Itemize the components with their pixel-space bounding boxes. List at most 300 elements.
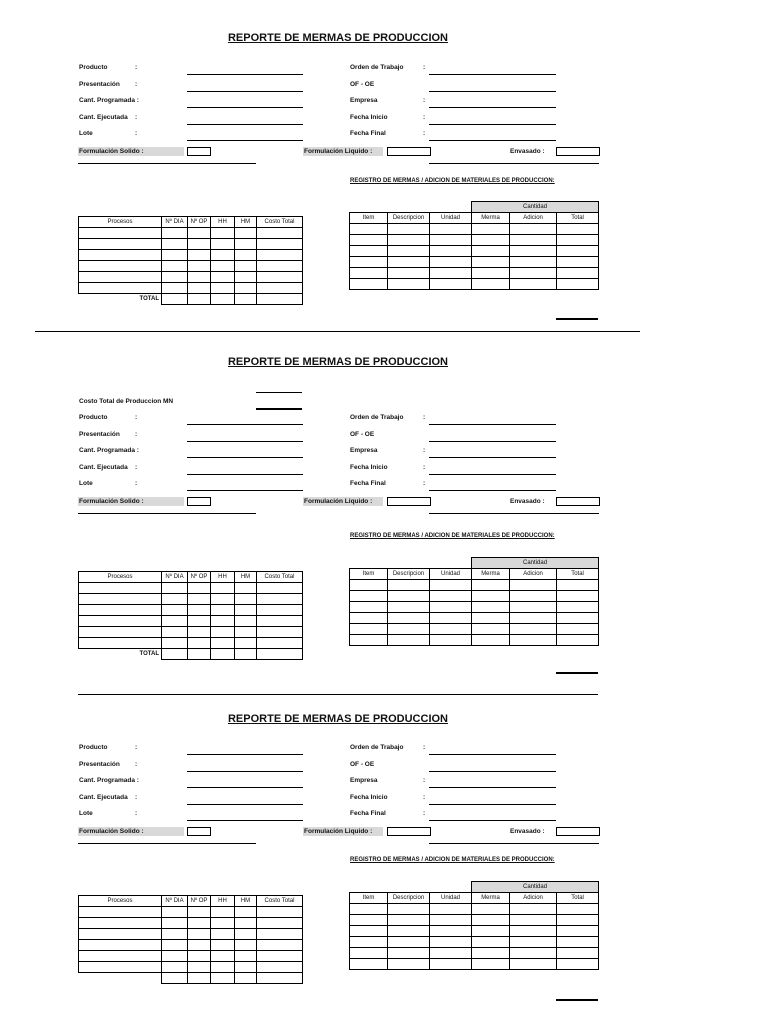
processes-cell[interactable]: [162, 272, 188, 283]
processes-cell[interactable]: [79, 272, 162, 283]
processes-row: [79, 228, 303, 239]
materials-cell[interactable]: [430, 926, 472, 937]
envasado-box[interactable]: [556, 147, 600, 156]
field-label: Producto: [79, 414, 108, 421]
processes-cell[interactable]: [235, 638, 257, 649]
field-input-line[interactable]: [187, 74, 303, 75]
envasado-label: Envasado :: [510, 148, 545, 155]
field-input-line[interactable]: [187, 441, 303, 442]
materials-cell[interactable]: [510, 624, 557, 635]
materials-cell[interactable]: [388, 224, 430, 235]
materials-cell[interactable]: [388, 915, 430, 926]
processes-total-cell[interactable]: [188, 649, 211, 660]
materials-row: [350, 904, 599, 915]
processes-cell[interactable]: [188, 940, 211, 951]
materials-cell[interactable]: [472, 279, 510, 290]
processes-cell[interactable]: [162, 250, 188, 261]
field-input-line[interactable]: [429, 91, 556, 92]
processes-cell[interactable]: [79, 228, 162, 239]
field-input-line[interactable]: [187, 140, 303, 141]
materials-cell[interactable]: [430, 937, 472, 948]
materials-cell[interactable]: [350, 246, 388, 257]
processes-cell[interactable]: [235, 250, 257, 261]
formulacion-liquido-box[interactable]: [387, 497, 431, 506]
materials-cell[interactable]: [557, 580, 599, 591]
materials-cell[interactable]: [557, 602, 599, 613]
materials-cell[interactable]: [350, 926, 388, 937]
processes-row: [79, 951, 303, 962]
processes-cell[interactable]: [162, 907, 188, 918]
processes-cell[interactable]: [188, 627, 211, 638]
processes-total-cell[interactable]: [162, 294, 188, 305]
processes-cell[interactable]: [188, 228, 211, 239]
processes-total-cell[interactable]: [162, 973, 188, 984]
materials-cell[interactable]: [557, 591, 599, 602]
processes-cell[interactable]: [79, 261, 162, 272]
processes-total-row: [79, 973, 303, 984]
materials-cell[interactable]: [350, 613, 388, 624]
materials-cell[interactable]: [350, 624, 388, 635]
processes-cell[interactable]: [79, 918, 162, 929]
processes-cell[interactable]: [257, 228, 303, 239]
materials-cell[interactable]: [350, 279, 388, 290]
processes-cell[interactable]: [257, 951, 303, 962]
processes-cell[interactable]: [257, 616, 303, 627]
processes-cell[interactable]: [211, 228, 235, 239]
processes-cell[interactable]: [235, 627, 257, 638]
processes-cell[interactable]: [211, 616, 235, 627]
materials-cell[interactable]: [388, 257, 430, 268]
processes-row: [79, 940, 303, 951]
materials-cell[interactable]: [557, 257, 599, 268]
processes-cell[interactable]: [162, 951, 188, 962]
formulacion-liquido-line[interactable]: [429, 513, 599, 514]
processes-cell[interactable]: [235, 616, 257, 627]
processes-cell[interactable]: [162, 261, 188, 272]
processes-total-cell[interactable]: [211, 973, 235, 984]
materials-cell[interactable]: [472, 959, 510, 970]
processes-cell[interactable]: [211, 283, 235, 294]
processes-cell[interactable]: [188, 616, 211, 627]
processes-cell[interactable]: [79, 962, 162, 973]
processes-total-cell[interactable]: [211, 294, 235, 305]
processes-row: [79, 283, 303, 294]
processes-cell[interactable]: [235, 962, 257, 973]
materials-cell[interactable]: [557, 959, 599, 970]
processes-cell[interactable]: [257, 638, 303, 649]
field-input-line[interactable]: [187, 754, 303, 755]
processes-cell[interactable]: [235, 929, 257, 940]
materials-cell[interactable]: [388, 926, 430, 937]
processes-cell[interactable]: [188, 638, 211, 649]
field-input-line[interactable]: [429, 107, 556, 108]
materials-cell[interactable]: [388, 635, 430, 646]
processes-cell[interactable]: [79, 594, 162, 605]
processes-cell[interactable]: [211, 940, 235, 951]
materials-cell[interactable]: [510, 948, 557, 959]
processes-cell[interactable]: [257, 627, 303, 638]
processes-cell[interactable]: [79, 239, 162, 250]
materials-cell[interactable]: [388, 948, 430, 959]
processes-cell[interactable]: [188, 605, 211, 616]
processes-cell[interactable]: [211, 627, 235, 638]
processes-cell[interactable]: [235, 261, 257, 272]
field-input-line[interactable]: [429, 74, 556, 75]
processes-header-row: [79, 572, 303, 583]
processes-cell[interactable]: [235, 605, 257, 616]
cost-total-double-line: [256, 408, 302, 410]
materials-cell[interactable]: [350, 580, 388, 591]
processes-total-cell[interactable]: [211, 649, 235, 660]
materials-header-cell: Item: [350, 213, 388, 224]
processes-header-cell: Nº OP: [188, 572, 211, 583]
formulacion-solido-box[interactable]: [187, 827, 211, 836]
materials-cell[interactable]: [510, 635, 557, 646]
processes-total-cell[interactable]: [235, 649, 257, 660]
materials-cell[interactable]: [388, 246, 430, 257]
processes-cell[interactable]: [79, 638, 162, 649]
materials-header-row: [350, 893, 599, 904]
formulacion-liquido-label: Formulación Liquido :: [304, 148, 373, 155]
field-input-line[interactable]: [429, 457, 556, 458]
materials-cell[interactable]: [350, 948, 388, 959]
processes-cell[interactable]: [211, 929, 235, 940]
materials-cell[interactable]: [350, 602, 388, 613]
processes-cell[interactable]: [79, 283, 162, 294]
materials-cell[interactable]: [430, 580, 472, 591]
processes-cell[interactable]: [188, 929, 211, 940]
materials-row: [350, 246, 599, 257]
processes-row: [79, 616, 303, 627]
materials-cell[interactable]: [388, 624, 430, 635]
materials-cell[interactable]: [350, 937, 388, 948]
materials-cell[interactable]: [510, 591, 557, 602]
processes-cell[interactable]: [79, 929, 162, 940]
materials-cell[interactable]: [557, 948, 599, 959]
materials-cell[interactable]: [430, 591, 472, 602]
materials-cell[interactable]: [557, 624, 599, 635]
materials-cell[interactable]: [472, 591, 510, 602]
field-input-line[interactable]: [429, 771, 556, 772]
processes-cell[interactable]: [235, 239, 257, 250]
materials-cell[interactable]: [557, 279, 599, 290]
materials-cell[interactable]: [430, 279, 472, 290]
materials-cell[interactable]: [430, 613, 472, 624]
processes-cell[interactable]: [211, 272, 235, 283]
processes-cell[interactable]: [188, 962, 211, 973]
field-input-line[interactable]: [429, 490, 556, 491]
materials-cell[interactable]: [472, 624, 510, 635]
materials-cell[interactable]: [430, 246, 472, 257]
materials-cell[interactable]: [510, 959, 557, 970]
processes-cell[interactable]: [235, 228, 257, 239]
processes-cell[interactable]: [188, 907, 211, 918]
materials-cell[interactable]: [472, 904, 510, 915]
processes-cell[interactable]: [257, 605, 303, 616]
processes-cell[interactable]: [188, 272, 211, 283]
processes-cell[interactable]: [235, 283, 257, 294]
processes-total-cell[interactable]: [257, 649, 303, 660]
materials-cell[interactable]: [430, 904, 472, 915]
processes-cell[interactable]: [188, 594, 211, 605]
materials-cell[interactable]: [350, 235, 388, 246]
materials-row: [350, 948, 599, 959]
processes-cell[interactable]: [211, 261, 235, 272]
materials-cell[interactable]: [430, 635, 472, 646]
formulacion-solido-box[interactable]: [187, 147, 211, 156]
materials-cell[interactable]: [350, 635, 388, 646]
processes-cell[interactable]: [162, 940, 188, 951]
materials-cell[interactable]: [472, 602, 510, 613]
processes-cell[interactable]: [79, 907, 162, 918]
processes-cell[interactable]: [211, 918, 235, 929]
materials-cell[interactable]: [430, 268, 472, 279]
materials-cell[interactable]: [557, 613, 599, 624]
processes-cell[interactable]: [257, 929, 303, 940]
materials-cell[interactable]: [472, 224, 510, 235]
materials-cell[interactable]: [350, 224, 388, 235]
field-input-line[interactable]: [187, 124, 303, 125]
materials-cell[interactable]: [430, 915, 472, 926]
materials-cell[interactable]: [472, 926, 510, 937]
processes-cell[interactable]: [188, 283, 211, 294]
field-input-line[interactable]: [429, 820, 556, 821]
envasado-box[interactable]: [556, 497, 600, 506]
field-input-line[interactable]: [187, 91, 303, 92]
field-input-line[interactable]: [187, 787, 303, 788]
envasado-label: Envasado :: [510, 828, 545, 835]
processes-cell[interactable]: [162, 627, 188, 638]
processes-cell[interactable]: [235, 951, 257, 962]
processes-cell[interactable]: [257, 283, 303, 294]
field-input-line[interactable]: [187, 474, 303, 475]
field-input-line[interactable]: [187, 107, 303, 108]
materials-cell[interactable]: [557, 268, 599, 279]
field-input-line[interactable]: [429, 474, 556, 475]
materials-cell[interactable]: [388, 580, 430, 591]
materials-cell[interactable]: [557, 635, 599, 646]
materials-cell[interactable]: [510, 580, 557, 591]
processes-cell[interactable]: [211, 638, 235, 649]
materials-cell[interactable]: [510, 235, 557, 246]
field-input-line[interactable]: [429, 140, 556, 141]
cost-total-input-line[interactable]: [256, 392, 302, 393]
field-input-line[interactable]: [429, 424, 556, 425]
materials-cell[interactable]: [472, 246, 510, 257]
materials-cell[interactable]: [510, 915, 557, 926]
materials-cell[interactable]: [510, 602, 557, 613]
formulacion-liquido-line[interactable]: [429, 163, 599, 164]
field-input-line[interactable]: [187, 457, 303, 458]
materials-cell[interactable]: [557, 246, 599, 257]
processes-cell[interactable]: [257, 907, 303, 918]
materials-cell[interactable]: [388, 937, 430, 948]
formulacion-solido-box[interactable]: [187, 497, 211, 506]
materials-cell[interactable]: [350, 257, 388, 268]
processes-cell[interactable]: [211, 594, 235, 605]
processes-cell[interactable]: [257, 940, 303, 951]
processes-cell[interactable]: [79, 616, 162, 627]
processes-total-cell[interactable]: [257, 973, 303, 984]
processes-cell[interactable]: [188, 918, 211, 929]
processes-cell[interactable]: [211, 583, 235, 594]
processes-cell[interactable]: [188, 239, 211, 250]
processes-cell[interactable]: [79, 605, 162, 616]
materials-cell[interactable]: [472, 613, 510, 624]
processes-cell[interactable]: [235, 907, 257, 918]
processes-cell[interactable]: [162, 228, 188, 239]
materials-cell[interactable]: [350, 904, 388, 915]
materials-cell[interactable]: [510, 257, 557, 268]
materials-cell[interactable]: [557, 915, 599, 926]
formulacion-solido-line[interactable]: [78, 163, 256, 164]
processes-cell[interactable]: [257, 594, 303, 605]
field-input-line[interactable]: [429, 754, 556, 755]
formulacion-liquido-box[interactable]: [387, 147, 431, 156]
field-input-line[interactable]: [429, 804, 556, 805]
processes-total-cell[interactable]: [188, 294, 211, 305]
processes-row: [79, 261, 303, 272]
materials-cell[interactable]: [510, 904, 557, 915]
processes-cell[interactable]: [211, 907, 235, 918]
processes-cell[interactable]: [211, 239, 235, 250]
materials-cell[interactable]: [510, 279, 557, 290]
materials-cell[interactable]: [472, 257, 510, 268]
processes-total-cell[interactable]: [235, 973, 257, 984]
processes-cell[interactable]: [211, 951, 235, 962]
processes-cell[interactable]: [188, 250, 211, 261]
processes-cell[interactable]: [162, 583, 188, 594]
processes-cell[interactable]: [162, 929, 188, 940]
field-input-line[interactable]: [187, 771, 303, 772]
materials-cell[interactable]: [510, 613, 557, 624]
field-input-line[interactable]: [187, 424, 303, 425]
materials-cell[interactable]: [510, 224, 557, 235]
materials-cell[interactable]: [430, 257, 472, 268]
materials-cell[interactable]: [350, 268, 388, 279]
processes-total-cell[interactable]: [257, 294, 303, 305]
materials-cell[interactable]: [472, 580, 510, 591]
formulacion-liquido-box[interactable]: [387, 827, 431, 836]
processes-total-cell[interactable]: [235, 294, 257, 305]
processes-cell[interactable]: [188, 951, 211, 962]
materials-cell[interactable]: [557, 224, 599, 235]
materials-cell[interactable]: [388, 904, 430, 915]
processes-cell[interactable]: [162, 616, 188, 627]
processes-cell[interactable]: [235, 594, 257, 605]
materials-cell[interactable]: [472, 235, 510, 246]
field-input-line[interactable]: [429, 787, 556, 788]
processes-cell[interactable]: [162, 605, 188, 616]
processes-cell[interactable]: [162, 638, 188, 649]
materials-cell[interactable]: [388, 602, 430, 613]
processes-cell[interactable]: [79, 951, 162, 962]
materials-cell[interactable]: [472, 937, 510, 948]
materials-cell[interactable]: [350, 915, 388, 926]
processes-cell[interactable]: [235, 583, 257, 594]
processes-cell[interactable]: [257, 583, 303, 594]
processes-cell[interactable]: [79, 627, 162, 638]
processes-total-cell[interactable]: [162, 649, 188, 660]
materials-cell[interactable]: [430, 235, 472, 246]
formulacion-liquido-line[interactable]: [429, 843, 599, 844]
processes-cell[interactable]: [257, 261, 303, 272]
materials-cell[interactable]: [510, 268, 557, 279]
materials-cell[interactable]: [557, 926, 599, 937]
materials-cell[interactable]: [557, 904, 599, 915]
report-title: REPORTE DE MERMAS DE PRODUCCION: [227, 32, 449, 44]
materials-cell[interactable]: [430, 624, 472, 635]
materials-cell[interactable]: [430, 224, 472, 235]
materials-cell[interactable]: [388, 959, 430, 970]
materials-cell[interactable]: [388, 591, 430, 602]
processes-cell[interactable]: [257, 239, 303, 250]
field-input-line[interactable]: [429, 124, 556, 125]
processes-cell[interactable]: [235, 918, 257, 929]
processes-cell[interactable]: [211, 605, 235, 616]
materials-cell[interactable]: [430, 959, 472, 970]
materials-row: [350, 257, 599, 268]
processes-cell[interactable]: [162, 962, 188, 973]
field-input-line[interactable]: [187, 820, 303, 821]
materials-cell[interactable]: [472, 915, 510, 926]
processes-cell[interactable]: [162, 594, 188, 605]
materials-cell[interactable]: [350, 959, 388, 970]
materials-cell[interactable]: [350, 591, 388, 602]
field-input-line[interactable]: [187, 804, 303, 805]
materials-cell[interactable]: [430, 948, 472, 959]
processes-cell[interactable]: [211, 962, 235, 973]
materials-cell[interactable]: [388, 613, 430, 624]
processes-cell[interactable]: [188, 583, 211, 594]
materials-cell[interactable]: [510, 937, 557, 948]
processes-cell[interactable]: [211, 250, 235, 261]
envasado-box[interactable]: [556, 827, 600, 836]
processes-cell[interactable]: [257, 250, 303, 261]
processes-cell[interactable]: [79, 583, 162, 594]
processes-cell[interactable]: [79, 940, 162, 951]
formulacion-solido-line[interactable]: [78, 513, 256, 514]
materials-cell[interactable]: [430, 602, 472, 613]
processes-cell[interactable]: [162, 918, 188, 929]
processes-cell[interactable]: [235, 940, 257, 951]
processes-cell[interactable]: [257, 272, 303, 283]
field-input-line[interactable]: [187, 490, 303, 491]
cantidad-group-header: Cantidad: [472, 202, 599, 213]
materials-cell[interactable]: [388, 235, 430, 246]
materials-cell[interactable]: [472, 635, 510, 646]
processes-cell[interactable]: [162, 283, 188, 294]
processes-cell[interactable]: [235, 272, 257, 283]
materials-cell[interactable]: [557, 235, 599, 246]
materials-cell[interactable]: [510, 246, 557, 257]
materials-cell[interactable]: [472, 268, 510, 279]
formulacion-solido-line[interactable]: [78, 843, 256, 844]
processes-cell[interactable]: [162, 239, 188, 250]
materials-cell[interactable]: [472, 948, 510, 959]
processes-cell[interactable]: [257, 962, 303, 973]
processes-cell[interactable]: [79, 250, 162, 261]
materials-cell[interactable]: [510, 926, 557, 937]
materials-cell[interactable]: [557, 937, 599, 948]
materials-cell[interactable]: [388, 268, 430, 279]
materials-cell[interactable]: [388, 279, 430, 290]
processes-row: [79, 239, 303, 250]
processes-cell[interactable]: [257, 918, 303, 929]
processes-cell[interactable]: [188, 261, 211, 272]
field-input-line[interactable]: [429, 441, 556, 442]
processes-total-cell[interactable]: [188, 973, 211, 984]
